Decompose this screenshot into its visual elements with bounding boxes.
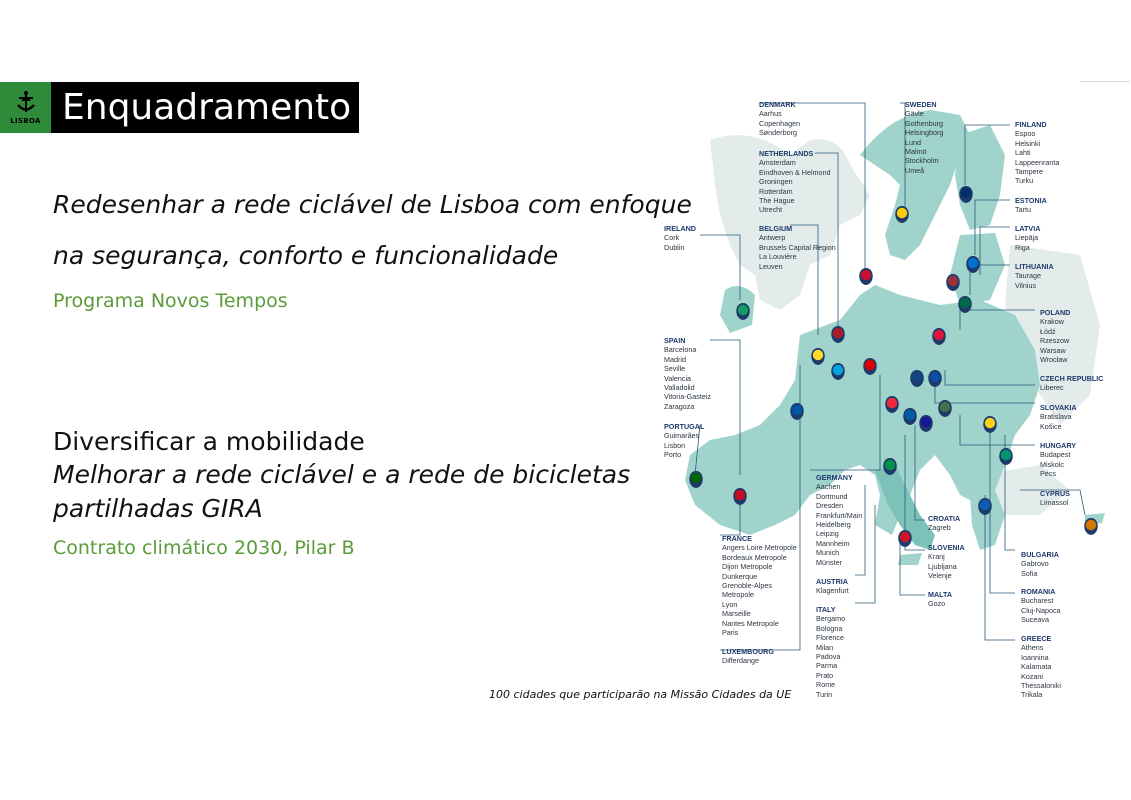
city-name: Differdange <box>722 656 760 666</box>
city-name: Bratislava <box>1040 412 1072 422</box>
city-name: Lisbon <box>664 440 686 450</box>
country-name: ESTONIA <box>1015 196 1047 205</box>
country-name: MALTA <box>928 590 953 599</box>
city-name: Suceava <box>1021 615 1049 625</box>
city-name: Cluj-Napoca <box>1021 605 1061 615</box>
city-name: Brussels Capital Region <box>759 242 836 252</box>
city-name: Trikala <box>1021 690 1043 700</box>
city-name: Heidelberg <box>816 520 851 530</box>
city-name: Limassol <box>1040 498 1069 508</box>
map-caption: 100 cidades que participarão na Missão Cidades da UE <box>489 688 792 701</box>
block2-line1: Diversificar a mobilidade <box>53 427 365 456</box>
city-name: Espoo <box>1015 129 1036 139</box>
city-name: Parma <box>816 661 838 671</box>
city-name: Eindhoven & Helmond <box>759 167 831 177</box>
city-name: Bologna <box>816 623 843 633</box>
city-name: Klagenfurt <box>816 586 849 596</box>
group-ireland <box>664 224 696 252</box>
city-name: Wrocław <box>1040 355 1068 365</box>
city-name: Sønderborg <box>759 128 797 138</box>
pin-icon <box>859 268 873 285</box>
logo-text: LISBOA <box>10 117 41 125</box>
city-name: Tampere <box>1015 167 1043 177</box>
group-hungary <box>1040 441 1076 479</box>
city-name: Umeå <box>905 165 925 175</box>
group-slovakia <box>1040 403 1077 431</box>
country-name: AUSTRIA <box>816 577 848 586</box>
city-name: Leipzig <box>816 529 839 539</box>
country-name: GERMANY <box>816 473 853 482</box>
group-romania <box>1021 587 1061 625</box>
city-name: Dresden <box>816 501 844 511</box>
group-slovenia <box>928 543 965 581</box>
country-name: CZECH REPUBLIC <box>1040 374 1104 383</box>
city-name: Thessaloniki <box>1021 681 1061 691</box>
country-name: SWEDEN <box>905 100 937 109</box>
group-italy <box>816 605 845 699</box>
city-name: Miskolc <box>1040 459 1064 469</box>
city-name: Rome <box>816 680 836 690</box>
city-name: Zaragoza <box>664 401 695 411</box>
city-name: Utrecht <box>759 205 783 215</box>
country-name: SLOVENIA <box>928 543 965 552</box>
city-name: Seville <box>664 364 686 374</box>
city-name: Taurage <box>1015 271 1041 281</box>
group-greece <box>1021 634 1061 700</box>
country-name: ROMANIA <box>1021 587 1056 596</box>
city-name: Łódź <box>1040 326 1056 336</box>
city-name: Florence <box>816 633 844 643</box>
country-name: PORTUGAL <box>664 422 705 431</box>
city-name: Nantes Metropole <box>722 618 779 628</box>
group-sweden <box>905 100 943 175</box>
city-name: The Hague <box>759 196 795 206</box>
city-name: Prato <box>816 670 834 680</box>
city-name: Mannheim <box>816 538 850 548</box>
block1-subtitle: Programa Novos Tempos <box>53 290 288 312</box>
eu-cities-map <box>660 95 1120 705</box>
group-portugal <box>664 422 704 460</box>
group-lithuania <box>1015 262 1054 290</box>
city-name: La Louvière <box>759 252 797 262</box>
city-name: Gozo <box>928 599 946 609</box>
country-name: NETHERLANDS <box>759 149 814 158</box>
city-name: Turin <box>816 689 833 699</box>
city-name: Kozani <box>1021 671 1043 681</box>
country-name: LUXEMBOURG <box>722 647 774 656</box>
group-germany <box>816 473 862 567</box>
city-name: Kranj <box>928 552 945 562</box>
city-name: Dublin <box>664 242 685 252</box>
country-name: CROATIA <box>928 514 961 523</box>
city-name: Porto <box>664 450 682 460</box>
country-name: HUNGARY <box>1040 441 1077 450</box>
city-name: Lappeenranta <box>1015 157 1060 167</box>
city-name: Marseille <box>722 609 751 619</box>
group-czech <box>1040 374 1104 393</box>
city-name: Aarhus <box>759 109 782 119</box>
group-cyprus <box>1040 489 1070 508</box>
country-name: FRANCE <box>722 534 752 543</box>
city-name: Ioannina <box>1021 652 1049 662</box>
city-name: Groningen <box>759 177 793 187</box>
block2-line2: Melhorar a rede ciclável e a rede de bicicletas <box>53 460 631 489</box>
land-sicily <box>898 553 922 565</box>
group-finland <box>1015 120 1059 186</box>
city-name: Amsterdam <box>759 158 796 168</box>
group-austria <box>816 577 849 596</box>
country-name: LITHUANIA <box>1015 262 1054 271</box>
city-name: Vitoria-Gasteiz <box>664 392 712 402</box>
city-name: Valencia <box>664 373 692 383</box>
city-name: Riga <box>1015 242 1030 252</box>
city-name: Valladolid <box>664 383 695 393</box>
city-name: Vilnius <box>1015 280 1037 290</box>
group-poland <box>1040 308 1070 364</box>
group-estonia <box>1015 196 1047 215</box>
group-bulgaria <box>1021 550 1059 578</box>
country-name: LATVIA <box>1015 224 1041 233</box>
city-name: Munich <box>816 548 840 558</box>
city-name: Velenje <box>928 571 952 581</box>
city-name: Gothenburg <box>905 118 943 128</box>
group-netherlands <box>759 149 831 215</box>
city-name: Copenhagen <box>759 118 801 128</box>
city-name: Budapest <box>1040 450 1071 460</box>
city-name: Guimarães <box>664 431 700 441</box>
city-name: Barcelona <box>664 345 697 355</box>
city-name: Pécs <box>1040 469 1056 479</box>
city-name: Dortmund <box>816 491 848 501</box>
city-name: Rzeszow <box>1040 336 1070 346</box>
city-name: Lund <box>905 137 921 147</box>
city-name: Leuven <box>759 261 783 271</box>
country-name: BELGIUM <box>759 224 793 233</box>
city-name: Rotterdam <box>759 186 793 196</box>
city-name: Antwerp <box>759 233 786 243</box>
block2-line3: partilhadas GIRA <box>53 494 263 523</box>
city-name: Bergamo <box>816 614 846 624</box>
city-name: Gabrovo <box>1021 559 1049 569</box>
group-belgium <box>759 224 836 271</box>
country-name: CYPRUS <box>1040 489 1070 498</box>
city-name: Ljubljana <box>928 561 957 571</box>
country-name: ITALY <box>816 605 836 614</box>
city-name: Stockholm <box>905 156 939 166</box>
group-denmark <box>759 100 800 138</box>
city-name: Helsinki <box>1015 138 1041 148</box>
country-name: FINLAND <box>1015 120 1047 129</box>
block2-subtitle: Contrato climático 2030, Pilar B <box>53 537 355 559</box>
country-name: SPAIN <box>664 336 686 345</box>
country-name: DENMARK <box>759 100 796 109</box>
city-name: Lyon <box>722 599 738 609</box>
lisboa-logo <box>0 82 51 133</box>
city-name: Dijon Metropole <box>722 562 773 572</box>
city-name: Lahti <box>1015 148 1031 158</box>
city-name: Krakow <box>1040 317 1064 327</box>
city-name: Athens <box>1021 643 1044 653</box>
city-name: Liberec <box>1040 383 1064 393</box>
ship-icon <box>13 90 39 116</box>
city-name: Cork <box>664 233 680 243</box>
city-name: Bordeaux Metropole <box>722 552 787 562</box>
divider <box>1080 81 1130 82</box>
city-name: Münster <box>816 557 842 567</box>
block1-line1: Redesenhar a rede ciclável de Lisboa com enfoque <box>53 190 692 219</box>
city-name: Dunkerque <box>722 571 758 581</box>
country-name: BULGARIA <box>1021 550 1059 559</box>
city-name: Aachen <box>816 482 841 492</box>
city-name: Milan <box>816 642 834 652</box>
city-name: Kalamata <box>1021 662 1052 672</box>
country-name: SLOVAKIA <box>1040 403 1077 412</box>
city-name: Warsaw <box>1040 345 1066 355</box>
city-name: Gävle <box>905 109 924 119</box>
city-name: Angers Loire Metropole <box>722 543 797 553</box>
block1-line2: na segurança, conforto e funcionalidade <box>53 241 559 270</box>
city-name: Frankfurt/Main <box>816 510 863 520</box>
group-latvia <box>1015 224 1040 252</box>
city-name: Metropole <box>722 590 754 600</box>
city-name: Bucharest <box>1021 596 1054 606</box>
city-name: Košice <box>1040 421 1062 431</box>
country-name: IRELAND <box>664 224 696 233</box>
city-name: Madrid <box>664 354 686 364</box>
city-name: Malmö <box>905 147 927 157</box>
group-malta <box>928 590 952 609</box>
page-title: Enquadramento <box>51 82 359 133</box>
city-name: Tartu <box>1015 205 1031 215</box>
country-name: POLAND <box>1040 308 1071 317</box>
group-spain <box>664 336 711 411</box>
pin-icon <box>1084 518 1098 535</box>
city-name: Padova <box>816 652 841 662</box>
group-croatia <box>928 514 960 533</box>
city-name: Helsingborg <box>905 128 944 138</box>
city-name: Turku <box>1015 176 1034 186</box>
city-name: Grenoble-Alpes <box>722 581 772 591</box>
city-name: Sofia <box>1021 568 1038 578</box>
city-name: Liepāja <box>1015 233 1039 243</box>
land-finland <box>955 125 1005 230</box>
city-name: Zagreb <box>928 523 951 533</box>
group-france <box>722 534 797 637</box>
country-name: GREECE <box>1021 634 1052 643</box>
group-luxembourg <box>722 647 774 666</box>
city-name: Paris <box>722 628 739 638</box>
